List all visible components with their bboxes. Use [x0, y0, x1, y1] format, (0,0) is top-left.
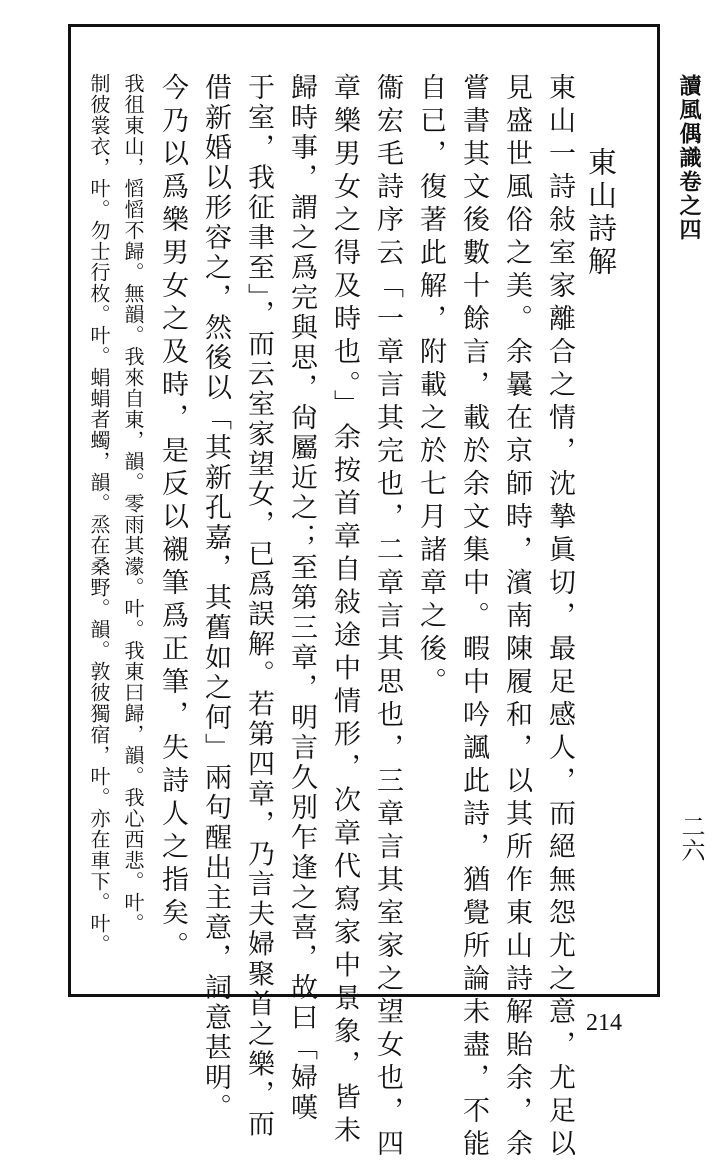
text-column-8: 于室，我征聿至」，而云室家望女，已爲誤解。若第四章，乃言夫婦聚首之樂，而	[243, 73, 274, 1140]
text-column-4: 自已，復著此解，附載之於七月諸章之後。	[415, 73, 446, 700]
text-column-6: 章樂男女之得及時也。」余按首章自敍途中情形，次章代寫家中景象，皆未	[329, 73, 360, 1149]
section-title: 東山詩解	[584, 147, 618, 279]
text-column-12: 制彼裳衣，叶。勿士行枚。叶。蜎蜎者蠋，韻。烝在桑野。韻。敦彼獨宿，叶。亦在車下。叶。	[87, 73, 111, 955]
side-margin	[660, 24, 716, 997]
text-column-9: 借新婚以形容之，然後以「其新孔嘉，其舊如之何」兩句醒出主意，詞意甚明。	[200, 73, 231, 1123]
page-number: 214	[586, 1010, 622, 1036]
text-column-3: 嘗書其文後數十餘言，載於余文集中。暇中吟諷此詩，猶覺所論未盡，不能	[458, 73, 489, 1162]
text-column-1: 東山一詩敍室家離合之情，沈摯眞切，最足感人，而絕無怨尤之意，尤足以	[544, 73, 575, 1162]
running-head: 讀風偶識卷之四	[676, 74, 702, 242]
text-column-2: 見盛世風俗之美。余曩在京師時，濱南陳履和，以其所作東山詩解貽余，余	[501, 73, 532, 1162]
chinese-page-number: 二六	[677, 814, 705, 862]
text-column-7: 歸時事，謂之爲完與思，尙屬近之；至第三章，明言久別乍逢之喜，故曰「婦嘆	[286, 73, 317, 1123]
text-column-5: 衞宏毛詩序云「一章言其完也，二章言其思也，三章言其室家之望女也，四	[372, 73, 403, 1162]
text-column-10: 今乃以爲樂男女之及時，是反以襯筆爲正筆，失詩人之指矣。	[157, 73, 188, 964]
text-column-11: 我徂東山，慆慆不歸。無韻。我來自東，韻。零雨其濛。叶。我東曰歸，韻。我心西悲。叶。	[121, 73, 145, 934]
